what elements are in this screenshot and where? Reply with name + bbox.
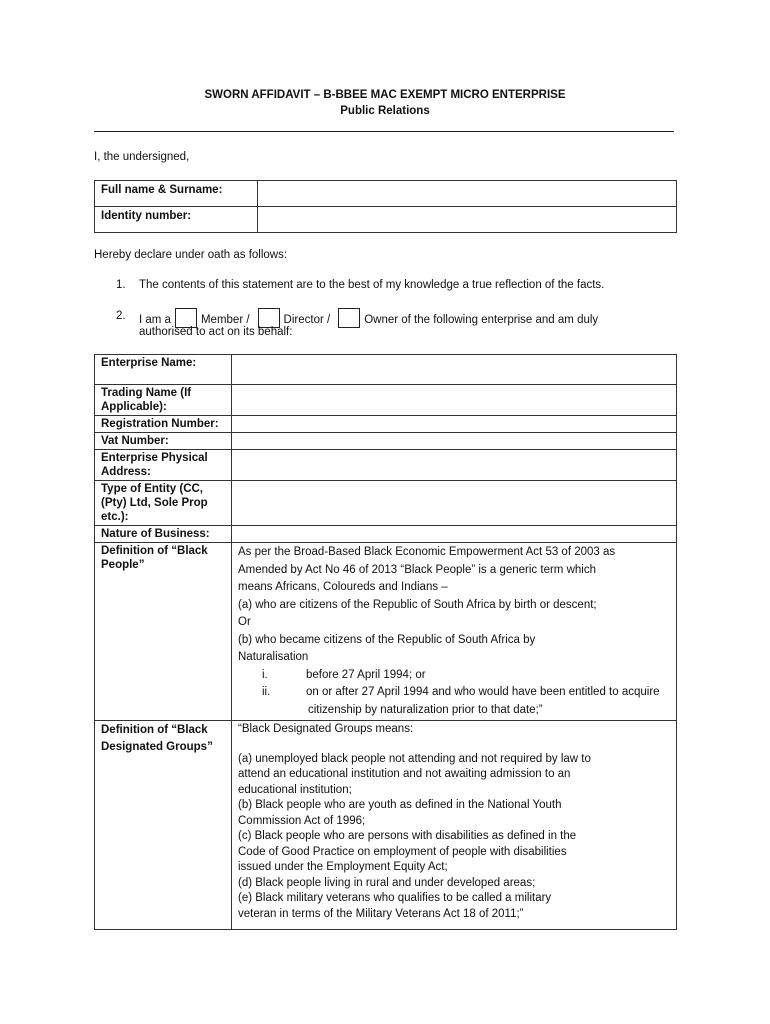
- physical-address-label: Enterprise Physical Address:: [95, 450, 232, 481]
- role-prefix: I am a: [139, 314, 171, 327]
- definition-line: Amended by Act No 46 of 2013 “Black People” is a generic term which: [238, 563, 596, 576]
- full-name-field[interactable]: [258, 181, 677, 207]
- physical-address-field[interactable]: [232, 450, 677, 481]
- definition-designated-groups-text: [232, 721, 677, 930]
- item-text-continued: authorised to act on its behalf:: [139, 326, 293, 338]
- document-subtitle: Public Relations: [340, 105, 430, 117]
- definition-line: Code of Good Practice on employment of people with disabilities: [238, 845, 567, 858]
- registration-number-field[interactable]: [232, 416, 677, 433]
- roman-text: on or after 27 April 1994 and who would have been entitled to acquire: [306, 686, 660, 698]
- owner-checkbox[interactable]: [338, 308, 360, 328]
- nature-of-business-field[interactable]: [232, 526, 677, 543]
- member-checkbox[interactable]: [175, 308, 197, 328]
- member-label: Member /: [200, 314, 250, 327]
- trading-name-label: Trading Name (If Applicable):: [95, 385, 232, 416]
- definition-line: As per the Broad-Based Black Economic Empowerment Act 53 of 2003 as: [238, 546, 616, 558]
- definition-line: attend an educational institution and not awaiting admission to an: [238, 768, 571, 780]
- definition-line: Naturalisation: [238, 651, 309, 663]
- full-name-label: Full name & Surname:: [95, 181, 258, 207]
- definition-line: (c) Black people who are persons with disabilities as defined in the: [238, 830, 577, 842]
- identity-number-label: Identity number:: [95, 207, 258, 233]
- nature-of-business-label: Nature of Business:: [95, 526, 232, 543]
- definition-line: (d) Black people living in rural and under developed areas;: [238, 876, 536, 889]
- enterprise-table: [94, 354, 677, 930]
- identity-table: [94, 180, 677, 233]
- roman-item-ii: [238, 684, 670, 702]
- definition-line: Or: [238, 616, 251, 628]
- table-row: [95, 385, 677, 416]
- definition-line: Commission Act of 1996;: [238, 814, 366, 827]
- definition-line: veteran in terms of the Military Veterans Act 18 of 2011;”: [238, 907, 524, 920]
- definition-line: educational institution;: [238, 783, 352, 796]
- table-row: [95, 433, 677, 450]
- definition-line: (b) Black people who are youth as defined in the National Youth: [238, 799, 562, 811]
- entity-type-field[interactable]: [232, 481, 677, 526]
- table-row: [95, 526, 677, 543]
- definition-black-people-label: Definition of “Black People”: [95, 543, 232, 721]
- definition-designated-groups-label: Definition of “Black Designated Groups”: [95, 721, 232, 930]
- registration-number-label: Registration Number:: [95, 416, 232, 433]
- item-number: 2.: [116, 310, 126, 322]
- vat-number-field[interactable]: [232, 433, 677, 450]
- trading-name-field[interactable]: [232, 385, 677, 416]
- director-checkbox[interactable]: [258, 308, 280, 328]
- table-row: [95, 481, 677, 526]
- table-row: [95, 355, 677, 385]
- declare-text: Hereby declare under oath as follows:: [94, 249, 288, 261]
- definition-black-people-text: [232, 543, 677, 721]
- item-number: 1.: [116, 279, 126, 291]
- definition-line: issued under the Employment Equity Act;: [238, 861, 448, 873]
- director-label: Director /: [283, 314, 331, 327]
- item-text: The contents of this statement are to the best of my knowledge a true reflection of the facts.: [139, 279, 605, 291]
- identity-number-field[interactable]: [258, 207, 677, 233]
- table-row: [95, 721, 677, 930]
- enterprise-name-field[interactable]: [232, 355, 677, 385]
- definition-line: means Africans, Coloureds and Indians –: [238, 581, 448, 593]
- document-title: SWORN AFFIDAVIT – B-BBEE MAC EXEMPT MICRO ENTERPRISE: [204, 89, 566, 101]
- entity-type-label: Type of Entity (CC, (Pty) Ltd, Sole Prop etc.):: [95, 481, 232, 526]
- table-row: [95, 450, 677, 481]
- roman-numeral: i.: [262, 668, 268, 681]
- table-row: [95, 416, 677, 433]
- definition-line: (e) Black military veterans who qualifies to be called a military: [238, 892, 552, 904]
- owner-label: Owner of the following enterprise and am duly: [364, 314, 599, 327]
- roman-numeral: ii.: [262, 686, 271, 698]
- header-divider: [94, 131, 674, 132]
- table-row: [95, 181, 677, 207]
- definition-heading: “Black Designated Groups means:: [238, 723, 414, 735]
- enterprise-name-label: Enterprise Name:: [95, 355, 232, 385]
- definition-line: (b) who became citizens of the Republic of South Africa by: [238, 633, 536, 646]
- table-row: [95, 543, 677, 721]
- table-row: [95, 207, 677, 233]
- definition-line: (a) unemployed black people not attending and not required by law to: [238, 752, 591, 765]
- vat-number-label: Vat Number:: [95, 433, 232, 450]
- definition-line: (a) who are citizens of the Republic of South Africa by birth or descent;: [238, 598, 597, 611]
- roman-text: before 27 April 1994; or: [306, 668, 426, 681]
- roman-item-i: [238, 667, 670, 685]
- intro-text: I, the undersigned,: [94, 151, 190, 163]
- roman-text-continued: citizenship by naturalization prior to that date;”: [308, 703, 543, 716]
